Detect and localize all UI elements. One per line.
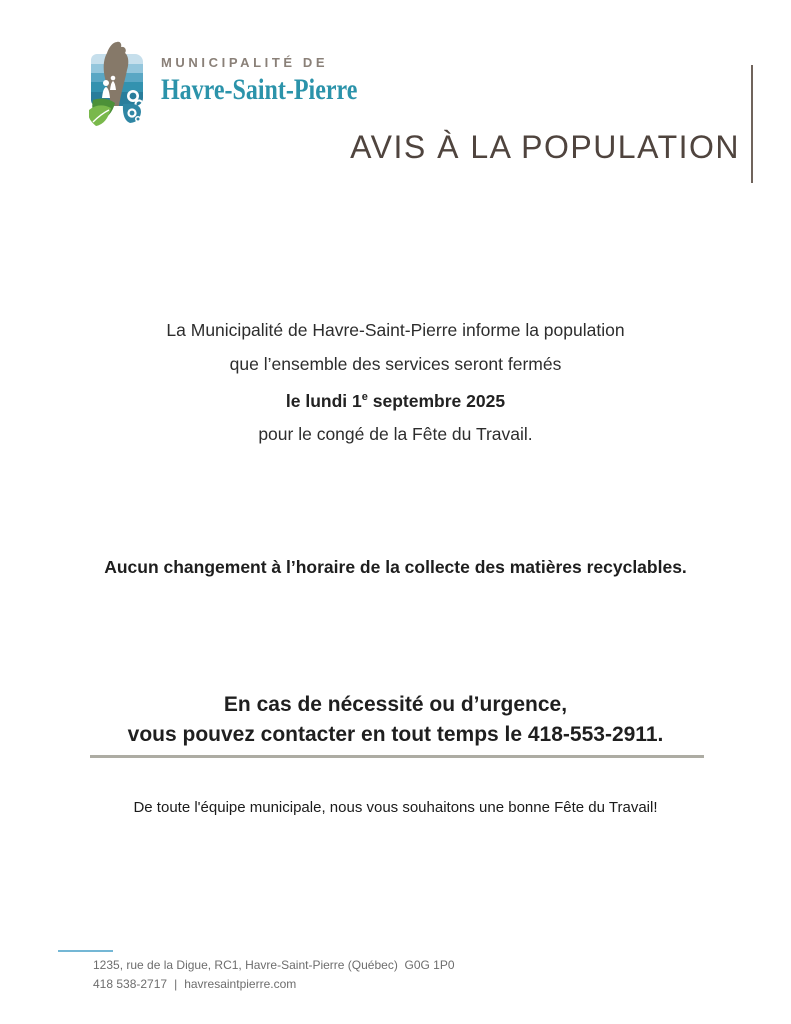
logo-org-name: Havre-Saint-Pierre — [161, 73, 358, 106]
notice-line-1: La Municipalité de Havre-Saint-Pierre informe la population — [166, 320, 625, 340]
municipality-logo-icon — [89, 40, 151, 130]
footer-contact — [93, 975, 455, 994]
emergency-line-2: vous pouvez contacter en tout temps le 418-553-2911. — [127, 723, 664, 746]
footer-website-link[interactable]: havresaintpierre.com — [184, 976, 297, 991]
logo-wordmark — [161, 40, 406, 107]
page-title: AVIS À LA POPULATION — [350, 129, 740, 165]
horizontal-divider — [90, 755, 704, 758]
date-suffix: septembre 2025 — [367, 390, 506, 411]
logo-leaf-icon — [89, 99, 115, 126]
notice-line-4: pour le congé de la Fête du Travail. — [258, 424, 533, 445]
emergency-line-1: En cas de nécessité ou d’urgence, — [223, 693, 568, 716]
notice-line-2: que l’ensemble des services seront fermés — [229, 353, 562, 374]
footer-address: 1235, rue de la Digue, RC1, Havre-Saint-Pierre (Québec) G0G 1P0 — [93, 958, 455, 972]
title-vertical-bar — [751, 65, 753, 183]
date-prefix: le lundi 1 — [285, 390, 362, 411]
emergency-notice — [0, 690, 791, 750]
recycling-notice: Aucun changement à l’horaire de la collecte des matières recyclables. — [104, 557, 687, 577]
notice-body — [0, 314, 791, 452]
footer-accent-line — [58, 950, 113, 952]
municipality-logo — [89, 40, 406, 130]
notice-closure-date — [0, 381, 791, 418]
logo-org-line: MUNICIPALITÉ DE — [161, 55, 329, 70]
footer-separator: | — [174, 976, 178, 991]
footer — [93, 956, 455, 993]
date-superscript: e — [361, 391, 368, 403]
logo-swirl-icon — [123, 104, 141, 123]
footer-phone: 418 538-2717 — [93, 976, 168, 991]
closing-message: De toute l'équipe municipale, nous vous souhaitons une bonne Fête du Travail! — [133, 799, 658, 816]
